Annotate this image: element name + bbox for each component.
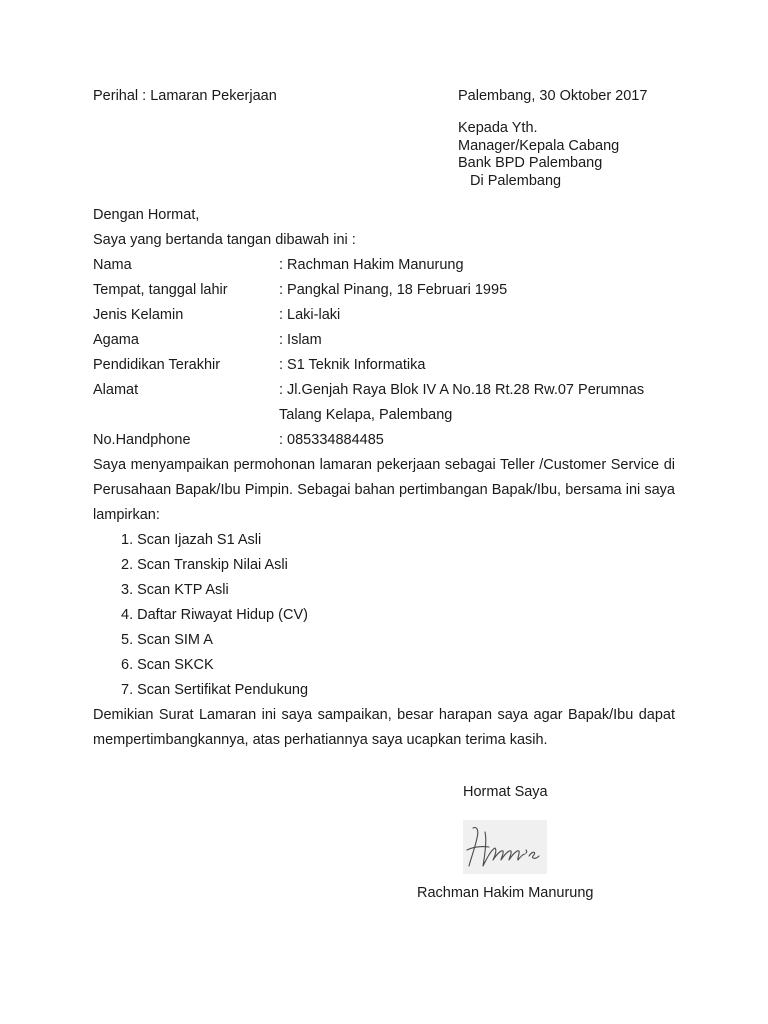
field-label: Pendidikan Terakhir (93, 357, 221, 373)
list-item: 6. Scan SKCK (121, 657, 214, 673)
list-item: 3. Scan KTP Asli (121, 582, 229, 598)
opening-block (93, 203, 675, 253)
recipient-block (458, 120, 619, 190)
field-label: Nama (93, 257, 132, 273)
field-label: Alamat (93, 382, 139, 398)
field-value: : 085334884485 (279, 432, 384, 448)
recipient-line: Di Palembang (470, 172, 562, 189)
handwritten-signature-icon (463, 820, 547, 874)
field-value: : Rachman Hakim Manurung (279, 257, 464, 273)
recipient-line: Manager/Kepala Cabang (458, 137, 620, 154)
field-value-continued: Talang Kelapa, Palembang (279, 407, 453, 423)
recipient-line: Bank BPD Palembang (458, 155, 603, 171)
field-value: : S1 Teknik Informatika (279, 357, 426, 373)
field-label: No.Handphone (93, 432, 191, 448)
signer-name: Rachman Hakim Manurung (417, 885, 594, 901)
list-item: 2. Scan Transkip Nilai Asli (121, 557, 288, 573)
list-item: 7. Scan Sertifikat Pendukung (121, 682, 309, 698)
closing-paragraph: Demikian Surat Lamaran ini saya sampaikan, besar harapan saya agar Bapak/Ibu dapat mempertimbangkannya, atas perhatiannya saya ucapkan terima kasih. (93, 707, 675, 748)
intro-line: Saya yang bertanda tangan dibawah ini : (93, 232, 356, 248)
application-paragraph: Saya menyampaikan permohonan lamaran pekerjaan sebagai Teller /Customer Service di Perusahaan Bapak/Ibu Pimpin. Sebagai bahan pertimbangan Bapak/Ibu, bersama ini saya lampirkan: (93, 457, 675, 523)
list-item: 5. Scan SIM A (121, 632, 213, 648)
letter-place-date: Palembang, 30 Oktober 2017 (458, 88, 648, 104)
recipient-line: Kepada Yth. (458, 120, 538, 136)
list-item: 1. Scan Ijazah S1 Asli (121, 532, 262, 548)
list-item: 4. Daftar Riwayat Hidup (CV) (121, 607, 308, 623)
field-value: : Islam (279, 332, 322, 348)
letter-subject: Perihal : Lamaran Pekerjaan (93, 88, 277, 104)
field-value: : Laki-laki (279, 307, 341, 323)
field-label: Jenis Kelamin (93, 307, 184, 323)
greeting: Dengan Hormat, (93, 207, 200, 223)
field-label: Tempat, tanggal lahir (93, 282, 228, 298)
field-value: : Jl.Genjah Raya Blok IV A No.18 Rt.28 Rw.07 Perumnas (279, 382, 645, 398)
field-label: Agama (93, 332, 139, 348)
field-value: : Pangkal Pinang, 18 Februari 1995 (279, 282, 508, 298)
closing-salutation: Hormat Saya (463, 784, 548, 800)
attachment-list (121, 528, 308, 703)
